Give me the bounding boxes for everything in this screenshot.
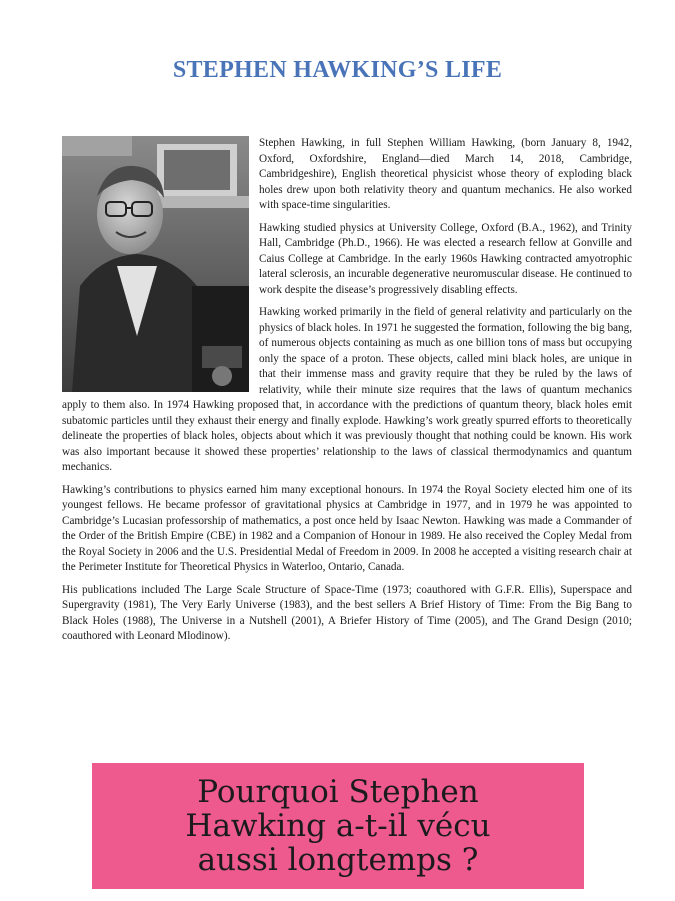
paragraph-publications: His publications included The Large Scale Structure of Space-Time (1973; coauthored with G.F.R. Ellis), Superspace and Supergravity (1981), The Very Early Universe (1983), and the best sellers A Brief History of Time: From the Big Bang to Black Holes (1988), The Universe in a Nutshell (2001), A Briefer History of Time (2005), and The Grand Design (2010; coauthored with Leonard Mlodinow). (62, 583, 632, 642)
article-body (62, 136, 632, 652)
paragraph-education: Hawking studied physics at University College, Oxford (B.A., 1962), and Trinity Hall, Cambridge (Ph.D., 1966). He was elected a research fellow at Gonville and Caius College at Cambridge. In the early 1960s Hawking contracted amyotrophic lateral sclerosis, an incurable degenerative neuromuscular disease. He continued to work despite the disease’s progressively disabling effects. (259, 221, 632, 296)
page-title: STEPHEN HAWKING’S LIFE (172, 57, 503, 83)
paragraph-research: Hawking worked primarily in the field of general relativity and particularly on the physics of black holes. In 1971 he suggested the formation, following the big bang, of numerous objects containing as much as one billion tons of mass but occupying only the space of a proton. These objects, called mini black holes, are unique in that their immense mass and gravity require that they be ruled by the laws of relativity, while their minute size requires that the laws of quantum mechanics apply to them also. In 1974 Hawking proposed that, in accordance with the predictions of quantum theory, black holes emit subatomic particles until they exhaust their energy and finally explode. Hawking’s work greatly spurred efforts to theoretically delineate the properties of black holes, objects about which it was previously thought that nothing could be known. His work was also important because it showed these properties’ relationship to the laws of classical thermodynamics and quantum mechanics. (62, 306, 632, 473)
paragraph-honours: Hawking’s contributions to physics earned him many exceptional honours. In 1974 the Royal Society elected him one of its youngest fellows. He became professor of gravitational physics at Cambridge in 1977, and in 1979 he was appointed to Cambridge’s Lucasian professorship of mathematics, a post once held by Isaac Newton. Hawking was made a Commander of the Order of the British Empire (CBE) in 1982 and a Companion of Honour in 1989. He also received the Copley Medal from the Royal Society in 2006 and the U.S. Presidential Medal of Freedom in 2009. In 2008 he accepted a visiting research chair at the Perimeter Institute for Theoretical Physics in Waterloo, Ontario, Canada. (62, 483, 632, 573)
banner-text: Pourquoi Stephen Hawking a-t-il vécu aussi longtemps ? (185, 774, 491, 878)
question-banner (92, 763, 584, 889)
portrait-photo (62, 136, 249, 392)
paragraph-intro: Stephen Hawking, in full Stephen William Hawking, (born January 8, 1942, Oxford, Oxfordshire, England—died March 14, 2018, Cambridge, Cambridgeshire), English theoretical physicist whose theory of exploding black holes drew upon both relativity theory and quantum mechanics. He also worked with space-time singularities. (259, 137, 632, 211)
